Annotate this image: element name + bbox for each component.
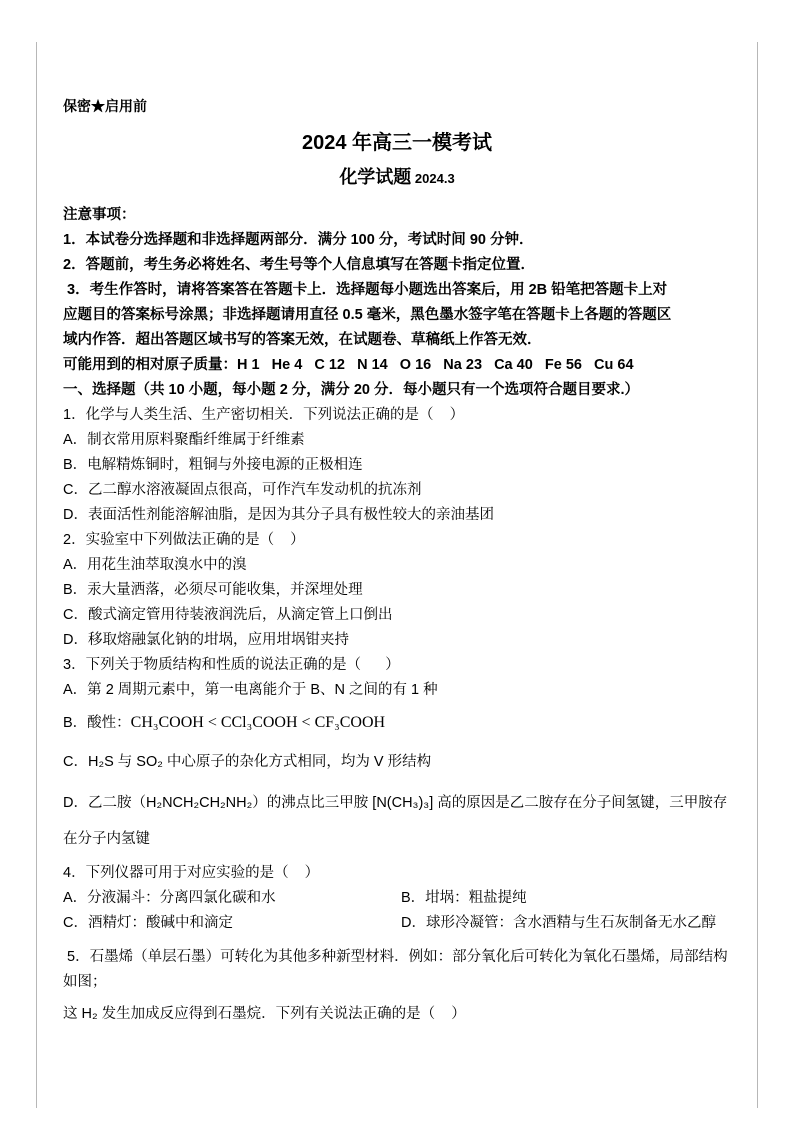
question-1-stem: 1．化学与人类生活、生产密切相关．下列说法正确的是（ ） [63, 407, 465, 423]
question-4-option-a: A．分液漏斗：分离四氯化碳和水 [63, 890, 276, 906]
question-4-option-b: B．坩埚：粗盐提纯 [401, 890, 527, 906]
notice-line-1: 1．本试卷分选择题和非选择题两部分．满分 100 分，考试时间 90 分钟． [63, 232, 534, 248]
question-3-option-d-line1: D．乙二胺（H₂NCH₂CH₂NH₂）的沸点比三甲胺 [N(CH₃)₃] 高的原因是乙二胺存在分子间氢键，三甲胺存 [63, 795, 728, 811]
question-3-option-c: C．H₂S 与 SO₂ 中心原子的杂化方式相同，均为 V 形结构 [63, 754, 432, 770]
question-4-option-c: C．酒精灯：酸碱中和滴定 [63, 915, 233, 931]
question-2-option-c: C．酸式滴定管用待装液润洗后，从滴定管上口倒出 [63, 607, 393, 623]
option-b-label: B．酸性： [63, 715, 131, 731]
section-1-heading: 一、选择题（共 10 小题，每小题 2 分，满分 20 分．每小题只有一个选项符合题目要求.） [63, 382, 640, 398]
right-margin-rule [757, 42, 758, 1108]
question-4-row-2 [63, 911, 731, 936]
question-3-option-d-line2: 在分子内氢键 [63, 831, 150, 847]
question-3-option-b [63, 703, 731, 743]
security-notice: 保密★启用前 [63, 98, 147, 114]
question-1-option-d: D．表面活性剂能溶解油脂，是因为其分子具有极性较大的亲油基团 [63, 507, 494, 523]
subtitle-date: 2024.3 [411, 171, 455, 186]
question-2-option-d: D．移取熔融氯化钠的坩埚，应用坩埚钳夹持 [63, 632, 349, 648]
option-b-formula: CH₃COOH < CCl₃COOH < CF₃COOH [130, 714, 386, 731]
exam-paper [63, 96, 731, 1034]
question-1-option-a: A．制衣常用原料聚酯纤维属于纤维素 [63, 432, 305, 448]
question-3-option-a: A．第 2 周期元素中，第一电离能介于 B、N 之间的有 1 种 [63, 682, 438, 698]
exam-subtitle [63, 163, 731, 189]
question-4-row-1 [63, 886, 731, 911]
subtitle-text: 化学试题 [339, 167, 412, 187]
notice-line-3b: 应题目的答案标号涂黑；非选择题请用直径 0.5 毫米，黑色墨水签字笔在答题卡上各题的答题区 [63, 307, 672, 323]
question-4-option-d: D．球形冷凝管：含水酒精与生石灰制备无水乙醇 [401, 915, 716, 931]
question-1-option-b: B．电解精炼铜时，粗铜与外接电源的正极相连 [63, 457, 363, 473]
left-margin-rule [36, 42, 37, 1108]
notice-line-3c: 域内作答．超出答题区域书写的答案无效，在试题卷、草稿纸上作答无效． [63, 332, 542, 348]
question-4-stem: 4．下列仪器可用于对应实验的是（ ） [63, 865, 320, 881]
notice-line-3a: 3．考生作答时，请将答案答在答题卡上．选择题每小题选出答案后，用 2B 铅笔把答题卡上对 [63, 282, 668, 298]
atomic-masses-line: 可能用到的相对原子质量：H 1 He 4 C 12 N 14 O 16 Na 23 Ca 40 Fe 56 Cu 64 [63, 357, 634, 373]
question-2-option-a: A．用花生油萃取溴水中的溴 [63, 557, 247, 573]
question-5-line2: 这 H₂ 发生加成反应得到石墨烷．下列有关说法正确的是（ ） [63, 1006, 466, 1022]
exam-title: 2024 年高三一模考试 [301, 132, 493, 154]
question-3-stem: 3．下列关于物质结构和性质的说法正确的是（ ） [63, 657, 400, 673]
notice-line-2: 2．答题前，考生务必将姓名、考生号等个人信息填写在答题卡指定位置． [63, 257, 536, 273]
question-5-line1: 5．石墨烯（单层石墨）可转化为其他多种新型材料．例如：部分氧化后可转化为氧化石墨烯，局部结构如图； [63, 949, 728, 990]
question-1-option-c: C．乙二醇水溶液凝固点很高，可作汽车发动机的抗冻剂 [63, 482, 422, 498]
question-2-option-b: B．汞大量洒落，必须尽可能收集，并深埋处理 [63, 582, 363, 598]
question-2-stem: 2．实验室中下列做法正确的是（ ） [63, 532, 305, 548]
notice-heading: 注意事项： [63, 207, 136, 223]
